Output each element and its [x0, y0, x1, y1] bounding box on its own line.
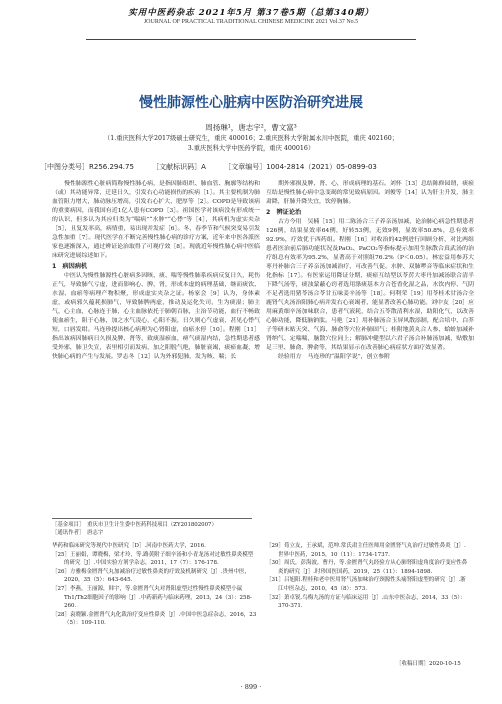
clc-number: ［中图分类号］R256.294.75 [40, 163, 134, 171]
body-paragraph: 经验用方 马连珍的“温阳学说”，创立参附 [278, 354, 391, 360]
journal-title-en: JOURNAL OF PRACTICAL TRADITIONAL CHINESE MEDICINE 2021 Vol.37 No.5 [143, 19, 359, 25]
body-column-right [266, 180, 474, 362]
article-number: ［文章编号］1004-2814（2021）05-0899-03 [224, 163, 377, 171]
references-left [52, 542, 257, 628]
section-heading: 2 辨证论治 [266, 209, 302, 216]
article-authors: 周扬琳¹，唐志宇²，曹文富³ [205, 123, 297, 132]
reference-item: ［25］王丽娟，谭晓梅，梁才玲，等.路黄附子细辛汤和小青龙汤对过敏性鼻炎模型的研究［J］.中国实验方剂学杂志，2011，17（7）：176-178. [52, 551, 254, 567]
article-meta [40, 162, 470, 172]
reference-item: ［32］萧卓锐.鸟梅九汤的方证与临床运用［J］.山东中医杂志，2014，33（5）：370-371. [266, 594, 466, 610]
section-heading: 1 病因病机 [52, 263, 88, 270]
body-column-left [52, 180, 260, 362]
fund-item: ［基金项目］ 重庆市卫生计生委中医药科技项目（ZY201802007） [52, 522, 217, 528]
body-paragraph: 期外邪损及脾、肾、心，形成病理的基石。刘怀［13］总结陈修园谓，痰瘀互结是慢性肺心病中急变竭的常见致病原因。刘俊等［14］认为肝主升发，肺主肃降，肝肺升降失宜，饮停胸肺。 [266, 181, 474, 205]
reference-item: ［31］吕旭阳.程桂和老中医用肾气汤加味治疗颈源性头痛肾阳虚型的研究［J］.浙江中医杂志，2010，45（8）：573. [266, 577, 466, 592]
body-paragraph: 中医认为慢性肺源性心脏病多因咳、痰、喘等慢性肺系疾病反复日久，耗伤正气，导致肺气亏虚，进而影响心、脾、肾，形成本虚的病理基础，继而痰饮、水湿、血瘀等病理产物积聚，形成虚实夹杂之证。杨家会［9］认为，身体素虚，或病邪久蕴耗损肺气，导致肺脾两虚，推动及运化失司，生为痰湿；肺主气，心主血，心脉连于肺，心主血脉依托于肺朝百脉，主治节功能，血行不畅致使血瘀生，阻于心脉，加之水气凌心，心阳不振，日久则心气虚衰，甚见心悸气短，口唇发绀。马连珍提出核心病理为心肾阳虚，血瘀水停［10］。程刚［11］指出该病因肺病日久损及脾、肾等，致痰湿瘀血，痹气痰湿内结，急性期患者感受外邪，肺卫失宣，表里相引而发病，加之阳脱气绝，肺脏衰竭，痰瘀血凝，增快肺心病的产生与发展。罗志冬［12］认为外邪犯肺，发为咳、喘；长 [52, 273, 260, 360]
body-paragraph: 慢性肺源性心脏病简称慢性肺心病，是指因肺组织、肺血管、胸廓等结构和（或）其功能异常，迁延日久，引发右心功能损伤的疾病［1］。其主要机制为肺血管阻力增大，肺动脉压增高，引发右心扩大、肥厚等［2］。COPD是导致该病的重要病因，而我国有近1亿人患有COPD［3］。祖国医学对该病没有形成统一的认识，但多认为其应归类为“喘病”“水肿”“心悸”等［4］，其病机为虚实夹杂［5］，且复发率高，病情重，易出现并发症［6］。冬、春季节和气候突变易引发急性加重［7］。现代医学在不断完善慢性肺心病的诊疗方案，近年来中医各派医家也逐渐深入，通过辨证论治取得了可观疗效［8］。现就近年慢性肺心病中医临床研究进展综述如下。 [52, 181, 260, 259]
page-number: · 899 · [240, 683, 262, 691]
corresponding-author: ［通讯作者］ 唐志宇 [52, 530, 104, 536]
affiliation-line: 3.重庆医科大学中医药学院，重庆 400016） [187, 145, 315, 152]
funding-note [52, 518, 252, 537]
reference-item: ［28］袁晓颖.金匮肾气丸化裁治疗变应性鼻炎［J］.中国中医急症杂志，2016，23（5）：109-110. [52, 611, 257, 627]
article-title: 慢性肺源性心脏病中医防治研究进展 [139, 95, 363, 111]
reference-item: ［30］周氏，彭海波，曹丹，等.金匮肾气丸经验方从心肺肾阳虚角度治疗变应性鼻炎的研究［J］.时珍国医国药，2019，25（11）：1894-1898. [266, 560, 468, 575]
journal-header [0, 6, 502, 25]
reference-item: ［29］荀立友，王承斌，范坤.常氏肃主任医师用金匮肾气丸治疗过敏性鼻炎［J］.世界中医药，2015，10（11）：1734-1737. [266, 543, 466, 558]
body-paragraph: 古方今用 吴楠［15］用二陈汤合三子养亲汤加减，论治肺心病急性期患者126例，结果显效率64例，好转53例，无效9例，显效率50.8%，总有效率92.9%，疗效优于西药组。程刚［16］对收治的42例进行回顾分析，对比两组患者医治前后肺功能状况及PaO₂、PaCO₂等指标提示加用生脉散合真武汤的治疗组总有效率为95.2%，显著高于对照组76.2%（P＜0.05）。林宏益用参苏大枣丹补肺合三子养亲汤加减治疗，可改善气促、水肿、双肺啰音等临床症状和生化指标［17］。有医家运用降证分期，痰瘀互结型以苓苈大枣丹加减汤联合清半下降气汤等，痰浊蒙蔽心窍者选用涤痰基本方合苍香化湿之品，水饮内停、气阴不足者选用猪苓汤合苓甘五味姜辛汤等［18］。何利荣［19］用苓桂术甘汤合全鹿肾气丸汤治阳肺心病并发右心衰竭者，能显著改善心肺功能。刘中友［20］应用麻黄细辛汤加味联合，患者气液耗，结合五苓散清利水湿，助阳化气，以改善心肺功能，降低脑钠肽。马艳［21］用补肺汤合玉屏风散添制，配合培中、白芥子等研末贴天突、气海、肺俞等穴位补肺固气；桂附地黄丸合人参、蛤蚧加减补肾纳气、定喘喘，脑散穴位同上；解肺冲健型以六君子汤合补肺汤加减，贴敷加足三里、肺俞、脾俞等，其结果显示在改善肺心病症状方面疗效显著。 [266, 219, 474, 351]
reference-item: ［27］李燕，王丽源，韩宇，等.金匮肾气丸对肾阳虚型过性慢性鼻炎模型小鼠Th1/Th2细胞因子的影响［J］.中药新药与临床药理，2013，24（3）：258-260. [52, 585, 252, 610]
journal-title-cn: 实用中医药杂志 2021年5月 第37卷5期（总第340期） [128, 8, 374, 18]
header-divider [86, 39, 416, 40]
reference-item: ［26］方雅梅金匮肾气丸加减治疗过敏性鼻炎的疗效及机制研究［J］.贵州中医，2020，35（5）：643-645. [52, 568, 250, 584]
received-date: ［收稿日期］2020-10-15 [396, 661, 461, 667]
document-code: ［文献标识码］A [152, 163, 206, 171]
author-affiliations [40, 134, 462, 154]
reference-item: 华药和临床研究等现代中医研究［D］.河南中医药大学，2016. [52, 543, 206, 549]
affiliation-line: （1.重庆医科大学2017级硕士研究生，重庆 400016；2.重庆医科大学附属永川中医院，重庆 402160； [103, 135, 399, 142]
references-right [266, 542, 471, 611]
